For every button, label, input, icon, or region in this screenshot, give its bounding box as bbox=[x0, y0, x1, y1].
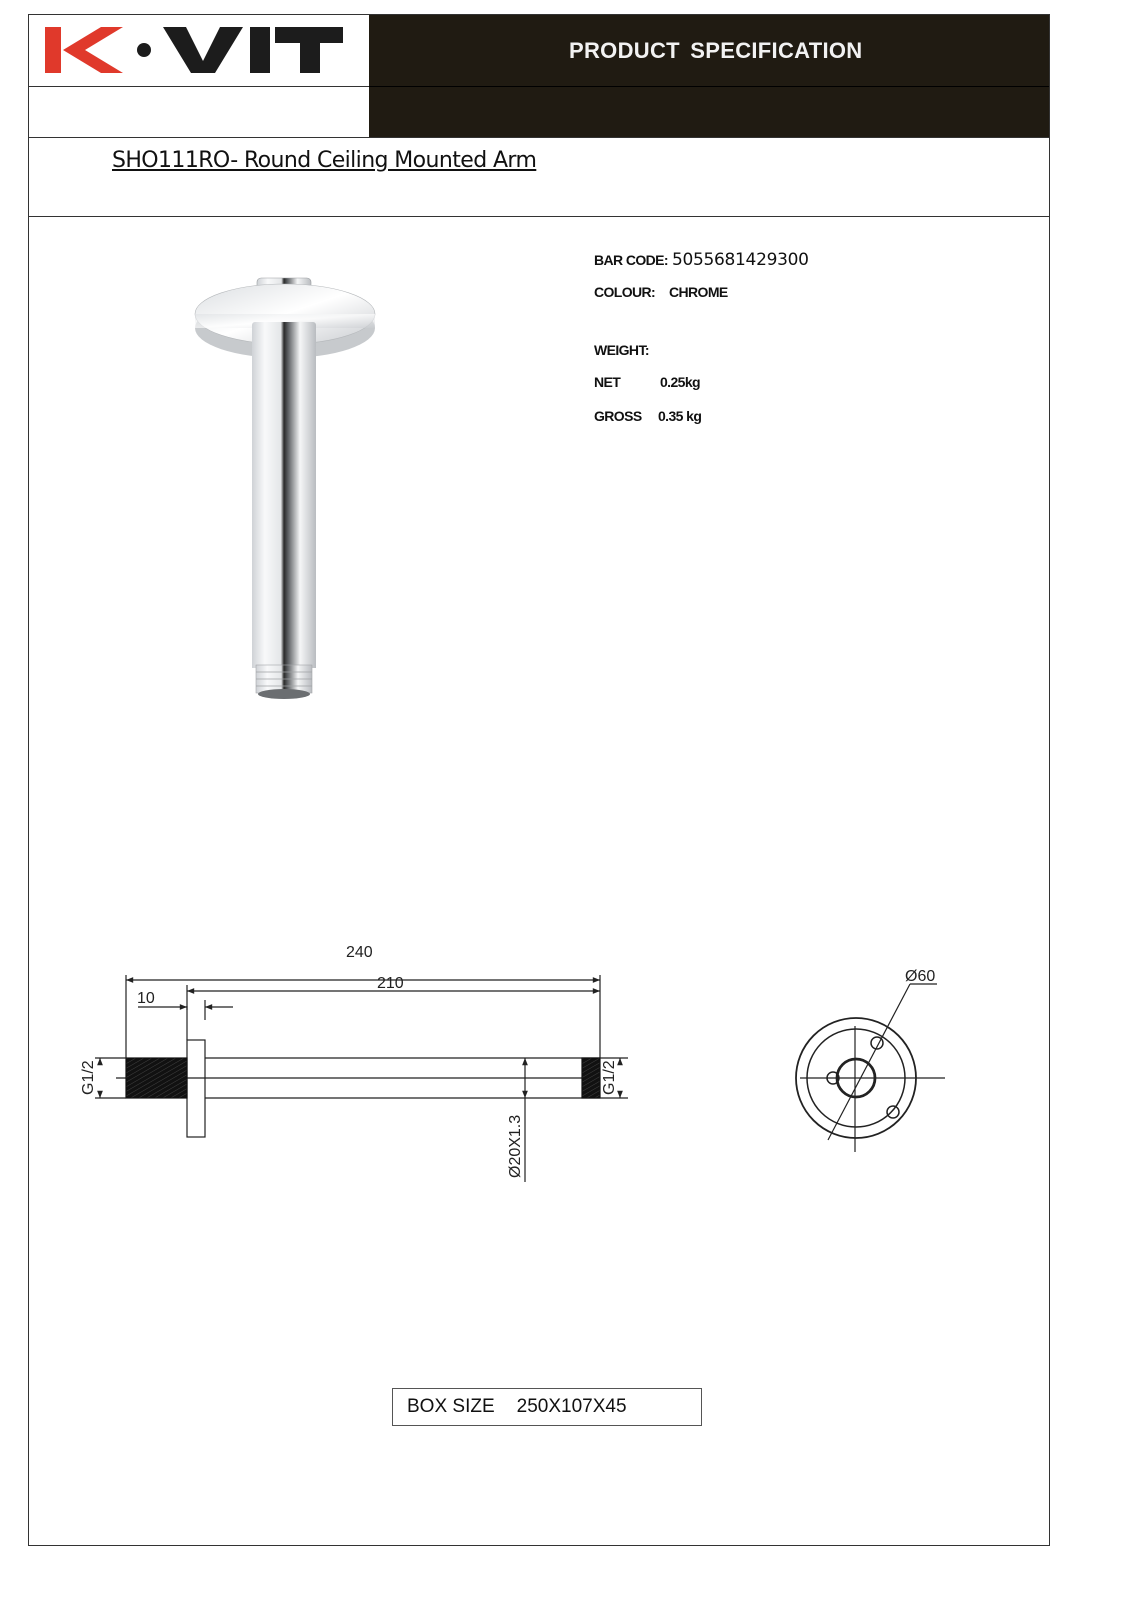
header-band bbox=[369, 15, 1049, 87]
document-title: PRODUCT SPECIFICATION bbox=[569, 37, 863, 63]
weight-label: WEIGHT: bbox=[594, 342, 649, 358]
colour-label: COLOUR: bbox=[594, 284, 656, 300]
net-label: NET bbox=[594, 374, 621, 390]
gross-label: GROSS bbox=[594, 408, 642, 424]
dim-arm-length: 210 bbox=[377, 975, 404, 992]
barcode-value: 5055681429300 bbox=[671, 250, 809, 270]
colour-value: CHROME bbox=[669, 284, 728, 300]
box-size-value: 250X107X45 bbox=[516, 1396, 627, 1417]
spec-barcode bbox=[594, 250, 809, 270]
dim-flange-diameter: Ø60 bbox=[905, 968, 936, 985]
spec-weight-heading bbox=[594, 342, 649, 358]
product-title-row bbox=[29, 137, 1049, 217]
spec-sheet-frame bbox=[28, 14, 1050, 1546]
product-photo bbox=[190, 270, 390, 710]
dim-overall-length: 240 bbox=[346, 944, 373, 961]
box-size-label: BOX SIZE bbox=[407, 1396, 495, 1417]
header-band-lower bbox=[369, 87, 1049, 137]
box-size bbox=[392, 1388, 702, 1426]
dim-thread-left: G1/2 bbox=[80, 1060, 97, 1095]
kvit-logo bbox=[43, 21, 353, 81]
spec-net bbox=[594, 374, 700, 390]
logo-sub-cell bbox=[29, 87, 369, 137]
product-title: SHO111RO- Round Ceiling Mounted Arm bbox=[112, 148, 537, 173]
dim-thread-right: G1/2 bbox=[601, 1060, 618, 1095]
dim-tube-diameter: Ø20X1.3 bbox=[507, 1114, 524, 1178]
dim-flange-thickness: 10 bbox=[137, 990, 155, 1007]
spec-gross bbox=[594, 408, 702, 424]
spec-colour bbox=[594, 284, 728, 300]
net-value: 0.25kg bbox=[660, 374, 700, 390]
gross-value: 0.35 kg bbox=[658, 408, 702, 424]
logo-cell bbox=[29, 15, 369, 87]
barcode-label: BAR CODE: bbox=[594, 252, 668, 268]
